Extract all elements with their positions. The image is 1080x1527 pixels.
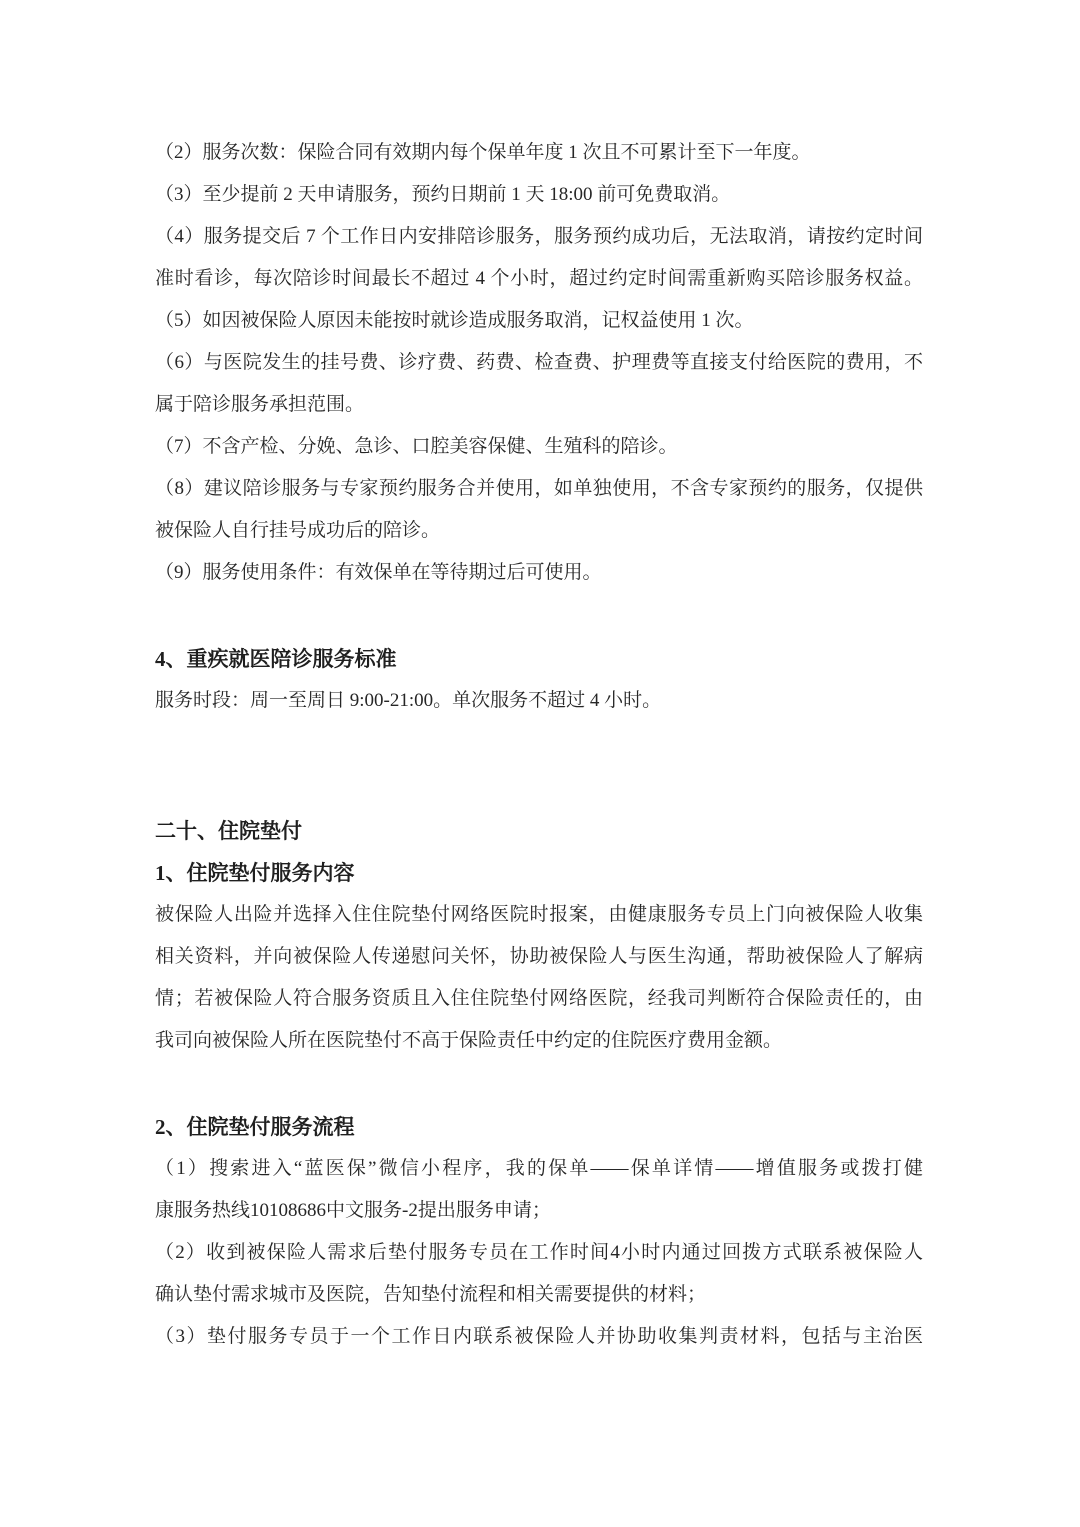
text-line: （6）与医院发生的挂号费、诊疗费、药费、检查费、护理费等直接支付给医院的费用，不 [155, 352, 923, 373]
text-line: （1）搜索进入“蓝医保”微信小程序，我的保单——保单详情——增值服务或拨打健 [155, 1158, 923, 1179]
section-heading: 二十、住院垫付 [155, 819, 302, 843]
text-line: 属于陪诊服务承担范围。 [155, 394, 365, 415]
text-line: 情；若被保险人符合服务资质且入住住院垫付网络医院，经我司判断符合保险责任的，由 [155, 988, 923, 1009]
text-line: （3）垫付服务专员于一个工作日内联系被保险人并协助收集判责材料，包括与主治医 [155, 1326, 923, 1347]
text-line: 服务时段：周一至周日 9:00-21:00。单次服务不超过 4 小时。 [155, 690, 662, 711]
text-line: 相关资料，并向被保险人传递慰问关怀，协助被保险人与医生沟通，帮助被保险人了解病 [155, 946, 923, 967]
text-line: （2）服务次数：保险合同有效期内每个保单年度 1 次且不可累计至下一年度。 [155, 142, 811, 163]
text-line: （9）服务使用条件：有效保单在等待期过后可使用。 [155, 562, 602, 583]
text-line: （7）不含产检、分娩、急诊、口腔美容保健、生殖科的陪诊。 [155, 436, 678, 457]
text-line: （5）如因被保险人原因未能按时就诊造成服务取消，记权益使用 1 次。 [155, 310, 754, 331]
section-heading: 2、住院垫付服务流程 [155, 1115, 355, 1139]
text-line: 我司向被保险人所在医院垫付不高于保险责任中约定的住院医疗费用金额。 [155, 1030, 783, 1051]
text-line: 准时看诊，每次陪诊时间最长不超过 4 个小时，超过约定时间需重新购买陪诊服务权益。 [155, 268, 923, 289]
text-line: （3）至少提前 2 天申请服务，预约日期前 1 天 18:00 前可免费取消。 [155, 184, 731, 205]
text-line: （4）服务提交后 7 个工作日内安排陪诊服务，服务预约成功后，无法取消，请按约定时间 [155, 226, 923, 247]
text-line: （2）收到被保险人需求后垫付服务专员在工作时间4小时内通过回拨方式联系被保险人 [155, 1242, 923, 1263]
text-line: 确认垫付需求城市及医院，告知垫付流程和相关需要提供的材料； [155, 1284, 707, 1305]
text-line: （8）建议陪诊服务与专家预约服务合并使用，如单独使用，不含专家预约的服务，仅提供 [155, 478, 923, 499]
text-line: 康服务热线10108686中文服务-2提出服务申请； [155, 1200, 551, 1221]
section-heading: 1、住院垫付服务内容 [155, 861, 355, 885]
document-content [155, 132, 923, 1358]
section-heading: 4、重疾就医陪诊服务标准 [155, 647, 397, 671]
text-line: 被保险人出险并选择入住住院垫付网络医院时报案，由健康服务专员上门向被保险人收集 [155, 904, 923, 925]
text-line: 被保险人自行挂号成功后的陪诊。 [155, 520, 441, 541]
